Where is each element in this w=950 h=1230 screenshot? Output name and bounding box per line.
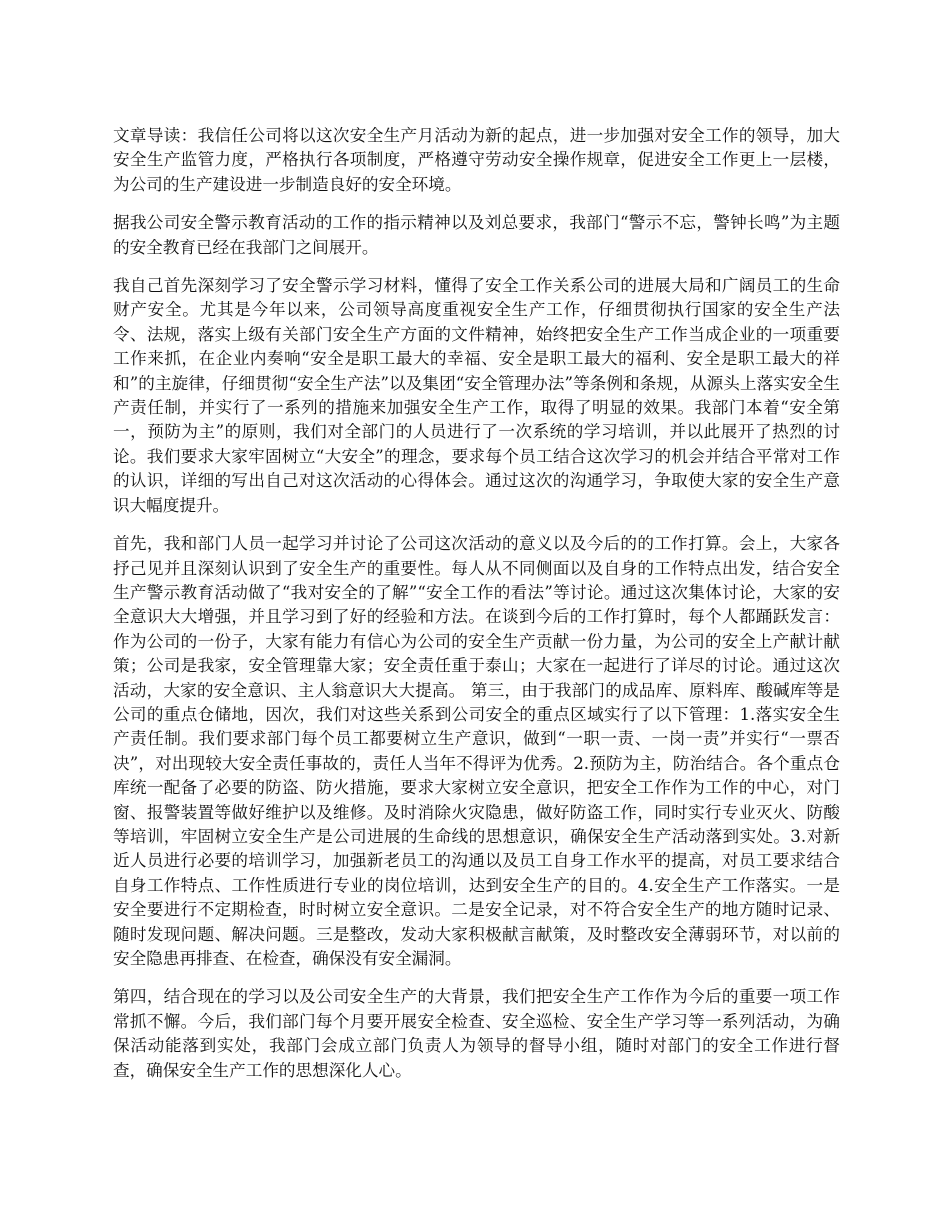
paragraph-intro: 文章导读：我信任公司将以这次安全生产月活动为新的起点，进一步加强对安全工作的领导，加大安全生产监管力度，严格执行各项制度，严格遵守劳动安全操作规章，促进安全工作更上一层楼，为公司的生产建设进一步制造良好的安全环境。 <box>113 126 840 194</box>
document-body <box>113 124 840 1097</box>
paragraph-self-study: 我自己首先深刻学习了安全警示学习材料，懂得了安全工作关系公司的进展大局和广阔员工的生命财产安全。尤其是今年以来，公司领导高度重视安全生产工作，仔细贯彻执行国家的安全生产法令、法规，落实上级有关部门安全生产方面的文件精神，始终把安全生产工作当成企业的一项重要工作来抓，在企业内奏响“安全是职工最大的幸福、安全是职工最大的福利、安全是职工最大的祥和”的主旋律，仔细贯彻“安全生产法”以及集团“安全管理办法”等条例和条规，从源头上落实安全生产责任制，并实行了一系列的措施来加强安全生产工作，取得了明显的效果。我部门本着“安全第一，预防为主”的原则，我们对全部门的人员进行了一次系统的学习培训，并以此展开了热烈的讨论。我们要求大家牢固树立“大安全”的理念，要求每个员工结合这次学习的机会并结合平常对工作的认识，详细的写出自己对这次活动的心得体会。通过这次的沟通学习，争取使大家的安全生产意识大幅度提升。 <box>113 276 840 515</box>
paragraph-background: 据我公司安全警示教育活动的工作的指示精神以及刘总要求，我部门“警示不忘，警钟长鸣”为主题的安全教育已经在我部门之间展开。 <box>113 213 840 257</box>
paragraph-fourth: 第四，结合现在的学习以及公司安全生产的大背景，我们把安全生产工作作为今后的重要一项工作常抓不懈。今后，我们部门每个月要开展安全检查、安全巡检、安全生产学习等一系列活动，为确保活动能落到实处，我部门会成立部门负责人为领导的督导小组，随时对部门的安全工作进行督查，确保安全生产工作的思想深化人心。 <box>113 987 840 1080</box>
paragraph-first-and-third: 首先，我和部门人员一起学习并讨论了公司这次活动的意义以及今后的的工作打算。会上，大家各抒己见并且深刻认识到了安全生产的重要性。每人从不同侧面以及自身的工作特点出发，结合安全生产警示教育活动做了“我对安全的了解”“安全工作的看法”等讨论。通过这次集体讨论，大家的安全意识大大增强，并且学习到了好的经验和方法。在谈到今后的工作打算时，每个人都踊跃发言：作为公司的一份子，大家有能力有信心为公司的安全生产贡献一份力量，为公司的安全上产献计献策；公司是我家，安全管理靠大家；安全责任重于泰山；大家在一起进行了详尽的讨论。通过这次活动，大家的安全意识、主人翁意识大大提高。 第三，由于我部门的成品库、原料库、酸碱库等是公司的重点仓储地，因次，我们对这些关系到公司安全的重点区域实行了以下管理：1.落实安全生产责任制。我们要求部门每个员工都要树立生产意识，做到“一职一责、一岗一责”并实行“一票否决”，对出现较大安全责任事故的，责任人当年不得评为优秀。2.预防为主，防治结合。各个重点仓库统一配备了必要的防盗、防火措施，要求大家树立安全意识，把安全工作作为工作的中心，对门窗、报警装置等做好维护以及维修。及时消除火灾隐患，做好防盗工作，同时实行专业灭火、防酸等培训，牢固树立安全生产是公司进展的生命线的思想意识，确保安全生产活动落到实处。3.对新近人员进行必要的培训学习，加强新老员工的沟通以及员工自身工作水平的提高，对员工要求结合自身工作特点、工作性质进行专业的岗位培训，达到安全生产的目的。4.安全生产工作落实。一是安全要进行不定期检查，时时树立安全意识。二是安全记录，对不符合安全生产的地方随时记录、随时发现问题、解决问题。三是整改，发动大家积极献言献策，及时整改安全薄弱环节，对以前的安全隐患再排查、在检查，确保没有安全漏洞。 <box>113 534 840 968</box>
